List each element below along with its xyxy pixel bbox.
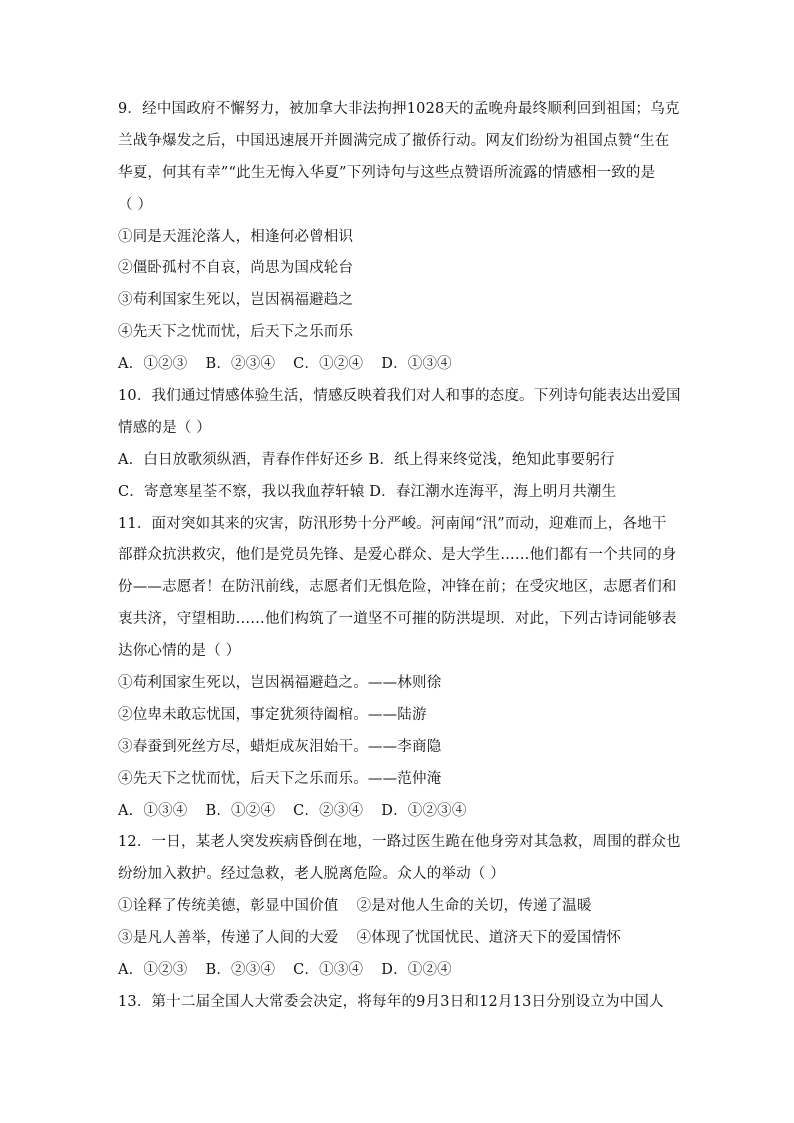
q11-option-d: D．①②③④: [381, 802, 467, 819]
q11-options: [118, 796, 680, 828]
q9-option-b: B．②③④: [205, 356, 276, 373]
q9-stem-line-3: 华夏，何其有幸”“此生无悔入华夏”下列诗句与这些点赞语所流露的情感相一致的是: [118, 164, 656, 181]
q12-item-2: ②是对他人生命的关切，传递了温暖: [356, 898, 592, 915]
q12-item-4: ④体现了忧国忧民、道济天下的爱国情怀: [356, 930, 622, 947]
q9-item-2: ②僵卧孤村不自哀，尚思为国戍轮台: [118, 260, 354, 277]
q12-stem-line-2: 纷纷加入救护。经过急救，老人脱离危险。众人的举动（ ）: [118, 866, 506, 883]
q9-stem-line-2: 兰战争爆发之后，中国迅速展开并圆满完成了撤侨行动。网友们纷纷为祖国点赞“生在: [118, 132, 670, 149]
q10-stem-line-1: 10．我们通过情感体验生活，情感反映着我们对人和事的态度。下列诗句能表达出爱国: [118, 388, 681, 405]
q11-option-c: C．②③④: [293, 802, 364, 819]
q9-option-c: C．①②④: [293, 356, 364, 373]
q12-option-c: C．①③④: [293, 962, 364, 979]
q9-options: [118, 349, 680, 381]
q11-item-2: ②位卑未敢忘忧国，事定犹须待阖棺。——陆游: [118, 706, 427, 723]
q9-stem-line-1: 9．经中国政府不懈努力，被加拿大非法拘押1028天的孟晚舟最终顺利回到祖国；乌克: [118, 101, 680, 117]
q12-option-a: A．①②③: [118, 962, 188, 979]
q11-stem-line-5: 达你心情的是（ ）: [118, 643, 241, 660]
q9-item-3: ③苟利国家生死以，岂因祸福避趋之: [118, 292, 354, 309]
document-body: [118, 94, 680, 1019]
q9-stem-line-4: （ ）: [118, 196, 153, 213]
q12-option-d: D．①②④: [381, 962, 452, 979]
q11-stem-line-3: 份——志愿者！在防汛前线，志愿者们无惧危险，冲锋在前；在受灾地区，志愿者们和: [118, 579, 677, 596]
q12-option-b: B．②③④: [205, 962, 276, 979]
q11-item-3: ③春蚕到死丝方尽，蜡炬成灰泪始干。——李商隐: [118, 738, 442, 755]
q13-stem-line-1: 13．第十二届全国人大常委会决定，将每年的9月3日和12月13日分别设立为中国人: [118, 993, 664, 1010]
q9-item-4: ④先天下之忧而忧，后天下之乐而乐: [118, 324, 354, 341]
q12-item-1: ①诠释了传统美德，彰显中国价值: [118, 898, 339, 915]
q9-option-d: D．①③④: [381, 356, 452, 373]
q12-item-3: ③是凡人善举，传递了人间的大爱: [118, 930, 339, 947]
q9-item-1: ①同是天涯沦落人，相逢何必曾相识: [118, 228, 354, 245]
q10-stem-line-2: 情感的是（ ）: [118, 419, 212, 436]
q12-options: [118, 955, 680, 987]
q9-option-a: A．①②③: [118, 356, 188, 373]
q12-stem-line-1: 12．一日，某老人突发疾病昏倒在地，一路过医生跪在他身旁对其急救，周围的群众也: [118, 834, 681, 851]
q11-option-b: B．①②④: [205, 802, 276, 819]
q11-item-4: ④先天下之忧而忧，后天下之乐而乐。——范仲淹: [118, 770, 442, 787]
q12-items-row-1: [118, 891, 680, 923]
q10-options-cd: C．寄意寒星荃不察，我以我血荐轩辕 D．春江潮水连海平，海上明月共潮生: [118, 483, 617, 500]
q10-options-ab: A．白日放歌须纵酒，青春作伴好还乡 B．纸上得来终觉浅，绝知此事要躬行: [118, 451, 615, 468]
q12-items-row-2: [118, 923, 680, 955]
q11-stem-line-2: 部群众抗洪救灾，他们是党员先锋、是爱心群众、是大学生……他们都有一个共同的身: [118, 547, 677, 564]
q11-stem-line-4: 衷共济，守望相助……他们构筑了一道坚不可摧的防洪堤坝．对此，下列古诗词能够表: [118, 611, 677, 628]
q11-item-1: ①苟利国家生死以，岂因祸福避趋之。——林则徐: [118, 675, 442, 692]
q11-stem-line-1: 11．面对突如其来的灾害，防汛形势十分严峻。河南闻“汛”而动，迎难而上，各地干: [118, 515, 667, 532]
q11-option-a: A．①③④: [118, 802, 188, 819]
